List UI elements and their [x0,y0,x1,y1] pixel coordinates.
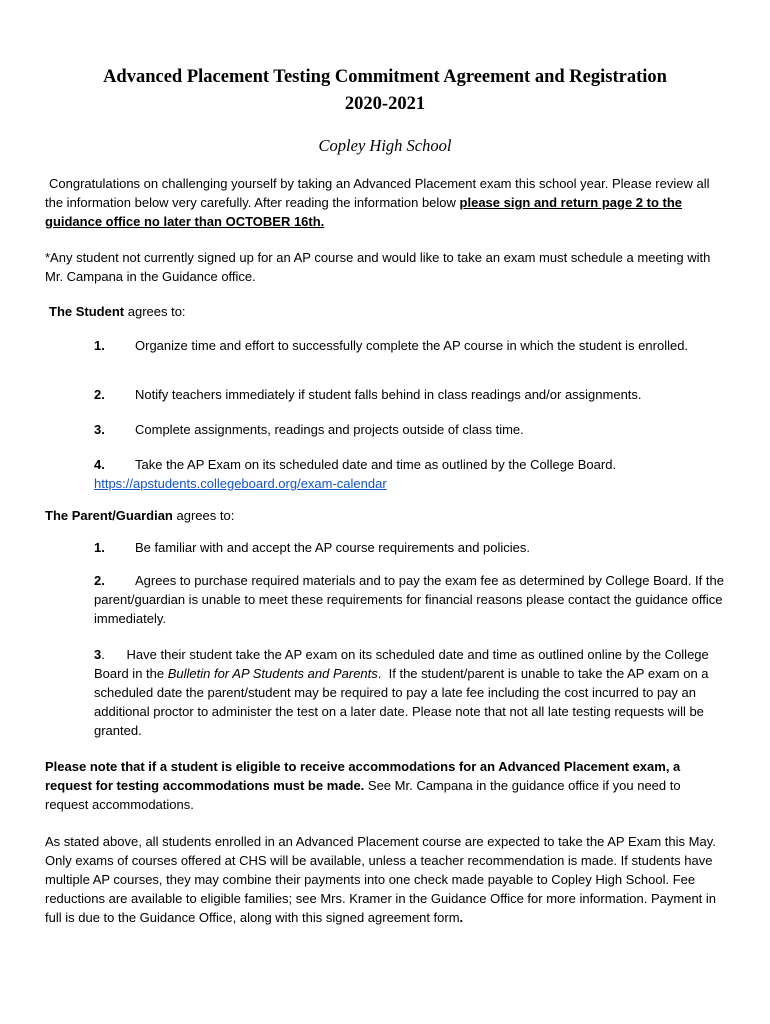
bulletin-title: Bulletin for AP Students and Parents [167,666,378,681]
accommodations-bold: Please note that if a student is eligible to receive accommodations for an Advanced Placement exam, a request for testing accommodations must be made. [45,759,681,793]
student-heading-label: The Student [49,304,125,319]
closing-text: As stated above, all students enrolled in an Advanced Placement course are expected to take the AP Exam this May. Only exams of courses offered at CHS will be available, unless a teacher recommendation is made. If students have multiple AP courses, they may combine their payments into one check made payable to Copley High School. Fee reductions are available to eligible families; see Mrs. Kramer in the Guidance Office for more information. Payment in full is due to the Guidance Office, along with this signed agreement form [45,834,717,925]
intro-deadline: please sign and return page 2 to the guidance office no later than OCTOBER 16th. [45,195,683,229]
intro-paragraph [45,174,725,231]
parent-item-3 [94,645,726,740]
note-paragraph: *Any student not currently signed up for an AP course and would like to take an exam must schedule a meeting with Mr. Campana in the Guidance office. [45,250,711,284]
item-text: Notify teachers immediately if student falls behind in class readings and/or assignments. [135,387,642,402]
item-text: Be familiar with and accept the AP course requirements and policies. [135,540,531,555]
item-number: 1. [94,540,105,555]
item-text: Agrees to purchase required materials and to pay the exam fee as determined by College Board. If the parent/guardian is unable to meet these requirements for financial reasons please contact the guidance office immediately. [94,573,724,626]
item-text: Complete assignments, readings and projects outside of class time. [135,422,524,437]
item-number: 4. [94,457,105,472]
student-item-2 [94,385,726,404]
parent-agrees: agrees to: [176,508,235,523]
accommodations-paragraph [45,757,725,814]
item-text: Take the AP Exam on its scheduled date and time as outlined by the College Board. [135,457,617,472]
item-number: 3. [94,422,105,437]
student-heading [49,302,729,321]
student-item-1 [94,336,726,355]
parent-item-1 [94,538,726,557]
item-text-b: . If the student/parent is unable to take the AP exam on a scheduled date the parent/student may be required to pay a late fee including the cost incurred to pay an additional proctor to administer the test on a later date. Please note that not all late testing requests will be granted. [94,666,713,738]
exam-calendar-link[interactable]: https://apstudents.collegeboard.org/exam-calendar [94,476,387,491]
student-item-3 [94,420,726,439]
student-item-4 [94,455,726,493]
intro-text: Congratulations on challenging yourself by taking an Advanced Placement exam this school year. Please review all the information below very carefully. After reading the information below [45,176,710,210]
closing-period: . [459,910,464,925]
closing-paragraph [45,832,725,927]
item-text-a: . Have their student take the AP exam on its scheduled date and time as outlined online by the College Board in the [94,647,713,681]
item-text: Organize time and effort to successfully complete the AP course in which the student is enrolled. [135,338,689,353]
item-number: 2. [94,387,105,402]
parent-item-2 [94,571,726,628]
item-number: 2. [94,573,105,588]
school-name: Copley High School [318,136,452,155]
parent-heading-label: The Parent/Guardian [45,508,173,523]
item-number: 1. [94,338,105,353]
student-agrees: agrees to: [127,304,186,319]
document-title [40,64,730,118]
accommodations-text: See Mr. Campana in the guidance office if you need to request accommodations. [45,778,681,812]
school-year: 2020-2021 [344,94,426,114]
item-number: 3 [94,647,102,662]
parent-heading [45,506,725,525]
title-text: Advanced Placement Testing Commitment Agreement and Registration [103,67,667,87]
